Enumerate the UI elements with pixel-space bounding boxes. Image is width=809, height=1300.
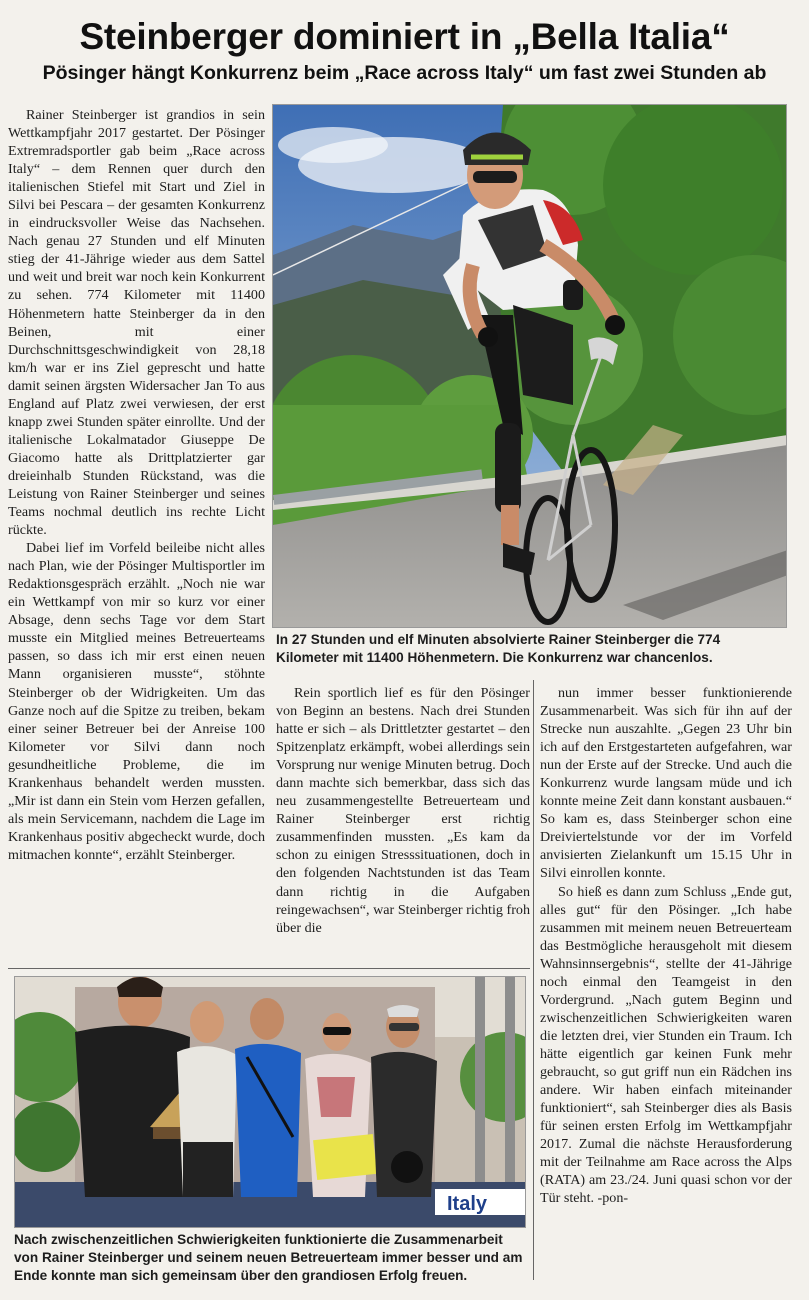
body-paragraph: nun immer besser funktionierende Zusammenarbeit. Was sich für ihn auf der Strecke nun auszahlte. „Gegen 23 Uhr bin ich auf den Erstgestarteten aufgefahren, war nun der Erste auf der Strecke. Und auch die Konkurrenz wurde langsam müde und ich konnte meine Zeit dann konstant ausbauen.“ So kam es, dass Steinberger schon eine Dreiviertelstunde vor der im Vorfeld anvisierten Zielankunft um 15.15 Uhr in Silvi einrollen konnte. [540,685,792,882]
banner-text: Italy [447,1193,488,1215]
photo-caption-bottom: Nach zwischenzeitlichen Schwierigkeiten funktionierte die Zusammenarbeit von Rainer Steinberger und seinem neuen Betreuerteam immer besser und am Ende konnte man sich gemeinsam über den grandiosen Erfolg freuen. [14,1232,523,1283]
cyclist-illustration [273,105,787,628]
headline: Steinberger dominiert in „Bella Italia“ [79,16,730,57]
column-divider [533,680,534,1280]
cyclist-photo [272,104,787,628]
article-column-2 [276,684,530,937]
body-paragraph: Dabei lief im Vorfeld beileibe nicht alles nach Plan, wie der Pösinger Multisportler im Redaktionsgespräch erzählt. „Noch nie war ein Wettkampf von mir so kurz vor einer Absage, denn sechs Tage vor dem Start musste ein Mitglied meines Betreuerteams passen, so dass ich mir erst einen neuen Mann organisieren musste“, stöhnte Steinberger ob der Widrigkeiten. Um das Ganze noch auf die Spitze zu treiben, bekam einer seiner Betreuer bei der Anreise 100 Kilometer vor Silvi dann noch gesundheitliche Probleme, die im Krankenhaus behandelt werden mussten. „Mir ist dann ein Stein vom Herzen gefallen, als mein Servicemann, nachdem die Lage im Krankenhaus positiv abgecheckt wurde, doch mitmachen konnte“, erzählt Steinberger. [8,540,265,863]
body-paragraph: Rein sportlich lief es für den Pösinger von Beginn an bestens. Nach drei Stunden hatte er sich – als Drittletzter gestartet – den Spitzenplatz erkämpft, wobei allerdings sein Vorsprung nur wenige Minuten betrug. Doch dann machte sich bemerkbar, dass sich das neu zusammengestellte Betreuerteam und Rainer Steinberger erst richtig zusammenfinden mussten. „Es kam da schon zu einigen Stresssituationen, doch in den folgenden Nachtstunden ist das Team dann richtig in die Aufgaben reingewachsen“, war Steinberger richtig froh über die [276,685,530,936]
body-paragraph: So hieß es dann zum Schluss „Ende gut, alles gut“ für den Pösinger. „Ich habe zusammen mit meinem neuen Betreuerteam das Bestmögliche herausgeholt mit diesem Wahnsinnsergebnis“, stellte der 41-Jährige noch einmal den Teamgeist in den Vordergrund. „Nach gutem Beginn und zwischenzeitlichen Schwierigkeiten waren die letzten drei, vier Stunden ein Traum. Ich hätte eigentlich gar keinen Funk mehr gebraucht, so gut griff nun ein Rädchen ins andere. Wir haben einfach miteinander funktioniert“, sah Steinberger dies als Basis für seinen ersten Erfolg im Wettkampfjahr 2017. Zumal die nächste Herausforderung mit der Teilnahme am Race across the Alps (RATA) am 23./24. Juni quasi schon vor der Tür steht. -pon- [540,883,792,1207]
body-paragraph: Rainer Steinberger ist grandios in sein Wettkampfjahr 2017 gestartet. Der Pösinger Extremradsportler gab beim „Race across Italy“ – dem Rennen quer durch den italienischen Stiefel mit Start und Ziel in Silvi bei Pescara – der gesamten Konkurrenz in eindrucksvoller Weise das Nachsehen. Nach genau 27 Stunden und elf Minuten stieg der 41-Jährige wieder aus dem Sattel und weit und breit war noch kein Konkurrent zu sehen. 774 Kilometer mit 11400 Höhenmetern hatte Steinberger da in den Beinen, mit einer Durchschnittsgeschwindigkeit von 28,18 km/h war er ins Ziel geprescht und hatte damit seinen ärgsten Widersacher Jan To aus England auf Platz zwei verwiesen, der erst knapp zwei Stunden später einrollte. Und der italienische Lokalmatador Giuseppe De Giacomo hatte als Drittplatzierter gar dreieinhalb Stunden Rückstand, was die Leistung von Rainer Steinberger und seines Teams nochmal deutlich ins rechte Licht rückte. [8,107,265,539]
subheadline: Pösinger hängt Konkurrenz beim „Race across Italy“ um fast zwei Stunden ab [42,62,767,84]
article-column-3 [540,684,792,1207]
article-column-1 [8,106,265,864]
team-illustration [15,977,526,1228]
team-photo [14,976,526,1228]
column-divider [8,968,530,969]
photo-caption-top: In 27 Stunden und elf Minuten absolvierte Rainer Steinberger die 774 Kilometer mit 11400 Höhenmetern. Die Konkurrenz war chancenlos. [276,632,721,665]
